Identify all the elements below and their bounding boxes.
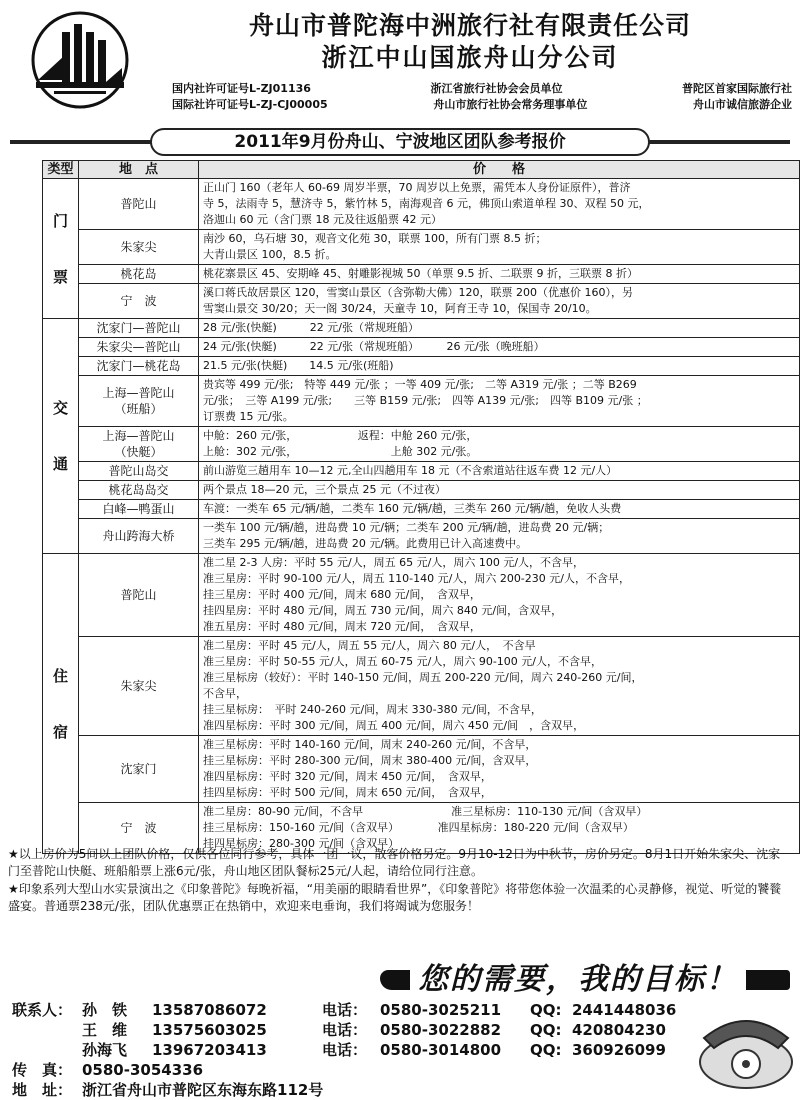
- table-row: [43, 284, 800, 319]
- price-cell: [199, 462, 800, 481]
- price-line: 上舱：302 元/张， 上舱 302 元/张。: [203, 445, 478, 458]
- location-cell: 宁 波: [79, 284, 199, 319]
- table-row: [43, 319, 800, 338]
- price-line: 准二星房：80-90 元/间，不含早 准三星标房：110-130 元/间（含双早）: [203, 805, 648, 818]
- table-row: [43, 357, 800, 376]
- location-cell: 沈家门—普陀山: [79, 319, 199, 338]
- contact-label: 联系人：: [12, 1001, 73, 1019]
- price-line: 贵宾等 499 元/张; 特等 449 元/张 ；一等 409 元/张; 二等 A319 元/张 ；二等 B269: [203, 378, 637, 391]
- table-row: [43, 230, 800, 265]
- price-table: [42, 160, 800, 854]
- price-cell: [199, 637, 800, 736]
- contact-row: [12, 1000, 702, 1020]
- price-line: 挂三星房：平时 400 元/间，周末 680 元/间， 含双早，: [203, 588, 481, 601]
- price-line: 三类车 295 元/辆/趟，进岛费 20 元/辆。此费用已计入高速费中。: [203, 537, 528, 550]
- location-cell: 沈家门: [79, 736, 199, 803]
- price-line: 挂三星标房：平时 280-300 元/间，周末 380-400 元/间，含双早，: [203, 754, 537, 767]
- price-cell: [199, 265, 800, 284]
- price-line: 准三星标房：平时 140-160 元/间，周末 240-260 元/间，不含早，: [203, 738, 537, 751]
- note-pricing: ★以上房价为5间以上团队价格，仅供各位同行参考，具体一团一议，散客价格另定。9月10-12日为中秋节，房价另定。8月1日开始朱家尖、沈家门至普陀山快艇、班船船票上涨6元/张，舟山地区团队餐标25元/人起，请给位同行注意。: [8, 847, 781, 878]
- price-line: 准二星房：平时 45 元/人，周五 55 元/人，周六 80 元/人， 不含早: [203, 639, 536, 652]
- contact-qq[interactable]: 360926099: [572, 1041, 666, 1059]
- price-line: 洛迦山 60 元（含门票 18 元及往返船票 42 元）: [203, 213, 442, 226]
- price-cell: [199, 519, 800, 554]
- category-char: 宿: [52, 722, 68, 741]
- note-show: ★印象系列大型山水实景演出之《印象普陀》每晚祈福，“用美丽的眼睛看世界”，《印象普陀》将带您体验一次温柔的心灵静修，视觉、听觉的饕餮盛宴。普通票238元/张，团队优惠票正在热销中，欢迎来电垂询，我们将竭诚为您服务！: [8, 882, 782, 913]
- price-line: 元/张； 三等 A199 元/张; 三等 B159 元/张; 四等 A139 元/张; 四等 B109 元/张 ；: [203, 394, 648, 407]
- category-char: 门: [52, 211, 68, 230]
- price-line: 溪口蒋氏故居景区 120，雪窦山景区（含弥勒大佛）120，联票 200（优惠价 160），另: [203, 286, 633, 299]
- table-row: [43, 519, 800, 554]
- category-char: 通: [52, 455, 68, 473]
- price-line: 准二星 2-3 人房：平时 55 元/人，周五 65 元/人，周六 100 元/人，不含早，: [203, 556, 585, 569]
- category-char: 交: [52, 399, 68, 417]
- price-line: 两个景点 18—20 元，三个景点 25 元（不过夜）: [203, 483, 446, 496]
- price-line: 订票费 15 元/张。: [203, 410, 294, 423]
- location-cell: 桃花岛岛交: [79, 481, 199, 500]
- license-row-1: [172, 80, 792, 96]
- table-row: [43, 637, 800, 736]
- price-line: 准五星房：平时 480 元/间，周末 720 元/间， 含双早，: [203, 620, 481, 633]
- location-cell: 上海—普陀山 （班船）: [79, 376, 199, 427]
- contact-mobile[interactable]: 13575603025: [152, 1021, 267, 1039]
- letterhead: [0, 0, 800, 122]
- association-director: 舟山市旅行社协会常务理事单位: [433, 98, 588, 111]
- price-line: 前山游览三趟用车 10—12 元,全山四趟用车 18 元（不含索道站往返车费 12 元/人）: [203, 464, 618, 477]
- location-cell: 沈家门—桃花岛: [79, 357, 199, 376]
- price-line: 准四星标房：平时 300 元/间，周五 400 元/间，周六 450 元/间 ，含双早，: [203, 719, 585, 732]
- address-label: 地 址：: [12, 1081, 73, 1099]
- table-row: [43, 427, 800, 462]
- price-cell: [199, 338, 800, 357]
- tel-label: 电话：: [322, 1041, 368, 1059]
- association-member: 浙江省旅行社协会会员单位: [430, 82, 563, 95]
- contact-qq[interactable]: 2441448036: [572, 1001, 677, 1019]
- category-tickets: [43, 179, 79, 319]
- table-row: [43, 338, 800, 357]
- fax-label: 传 真：: [12, 1061, 73, 1079]
- price-cell: [199, 357, 800, 376]
- table-body: [43, 179, 800, 854]
- company-name-primary: 舟山市普陀海中洲旅行社有限责任公司: [248, 11, 691, 40]
- company-logo-icon: [24, 10, 136, 110]
- slogan-banner: [0, 950, 800, 998]
- table-row: [43, 376, 800, 427]
- location-cell: 宁 波: [79, 803, 199, 854]
- price-line: 南沙 60，乌石塘 30，观音文化苑 30，联票 100，所有门票 8.5 折；: [203, 232, 547, 245]
- contact-tel[interactable]: 0580-3025211: [380, 1001, 502, 1019]
- fax-number[interactable]: 0580-3054336: [82, 1061, 204, 1079]
- price-line: 不含早，: [203, 687, 247, 700]
- price-line: 准三星房：平时 50-55 元/人，周五 60-75 元/人，周六 90-100 元/人，不含早，: [203, 655, 602, 668]
- location-cell: 朱家尖: [79, 230, 199, 265]
- fax-row: [12, 1060, 702, 1080]
- price-cell: [199, 554, 800, 637]
- price-line: 一类车 100 元/辆/趟，进岛费 10 元/辆；二类车 200 元/辆/趟，进岛费 20 元/辆；: [203, 521, 610, 534]
- table-row: [43, 265, 800, 284]
- table-row: [43, 736, 800, 803]
- contact-qq[interactable]: 420804230: [572, 1021, 666, 1039]
- contact-row: [12, 1020, 702, 1040]
- price-line: 雪窦山景交 30/20；天一阁 30/24，天童寺 10，阿育王寺 10，保国寺 20/10。: [203, 302, 597, 315]
- location-cell: 朱家尖—普陀山: [79, 338, 199, 357]
- category-char: 住: [52, 666, 68, 685]
- price-line: 21.5 元/张(快艇) 14.5 元/张(班船): [203, 359, 394, 372]
- price-line: 24 元/张(快艇) 22 元/张（常规班船） 26 元/张（晚班船）: [203, 340, 545, 353]
- table-row: [43, 500, 800, 519]
- price-line: 准四星标房：平时 320 元/间，周末 450 元/间， 含双早，: [203, 770, 492, 783]
- contact-tel[interactable]: 0580-3022882: [380, 1021, 502, 1039]
- contact-name: 王 维: [82, 1021, 128, 1039]
- price-banner: [0, 128, 800, 156]
- location-cell: 普陀山: [79, 554, 199, 637]
- table-row: [43, 179, 800, 230]
- tel-label: 电话：: [322, 1001, 368, 1019]
- price-cell: [199, 319, 800, 338]
- contact-tel[interactable]: 0580-3014800: [380, 1041, 502, 1059]
- price-line: 准三星房：平时 90-100 元/人，周五 110-140 元/人，周六 200-230 元/人，不含早，: [203, 572, 630, 585]
- price-line: 正山门 160（老年人 60-69 周岁半票，70 周岁以上免票，需凭本人身份证原件），普济: [203, 181, 631, 194]
- price-cell: [199, 481, 800, 500]
- tel-label: 电话：: [322, 1021, 368, 1039]
- price-line: 挂三星标房： 平时 240-260 元/间，周末 330-380 元/间，不含早，: [203, 703, 542, 716]
- domestic-license: 国内社许可证号L-ZJ01136: [172, 82, 311, 95]
- table-row: [43, 462, 800, 481]
- price-line: 中舱：260 元/张， 返程：中舱 260 元/张，: [203, 429, 478, 442]
- header-location: 地 点: [79, 161, 199, 179]
- company-name-secondary: 浙江中山国旅舟山分公司: [321, 43, 619, 72]
- price-line: 寺 5，法雨寺 5，慧济寺 5，紫竹林 5，南海观音 6 元，佛顶山索道单程 30、双程 50 元，: [203, 197, 650, 210]
- location-cell: 白峰—鸭蛋山: [79, 500, 199, 519]
- license-row-2: [172, 96, 792, 112]
- contact-name: 孙海飞: [82, 1041, 128, 1059]
- address-row: [12, 1080, 702, 1100]
- price-line: 挂四星标房：平时 500 元/间，周末 650 元/间， 含双早，: [203, 786, 492, 799]
- location-cell: 舟山跨海大桥: [79, 519, 199, 554]
- header-price: 价 格: [199, 161, 800, 179]
- location-cell: 普陀山岛交: [79, 462, 199, 481]
- price-cell: [199, 736, 800, 803]
- price-cell: [199, 427, 800, 462]
- location-cell: 上海—普陀山 （快艇）: [79, 427, 199, 462]
- price-list-title: 2011年9月份舟山、宁波地区团队参考报价: [150, 128, 650, 156]
- price-line: 28 元/张(快艇) 22 元/张（常规班船）: [203, 321, 419, 334]
- price-cell: [199, 284, 800, 319]
- price-line: 挂三星标房：150-160 元/间（含双早） 准四星标房：180-220 元/间（含双早）: [203, 821, 634, 834]
- header-type: 类型: [43, 161, 79, 179]
- price-cell: [199, 230, 800, 265]
- location-cell: 桃花岛: [79, 265, 199, 284]
- price-line: 大青山景区 100，8.5 折。: [203, 248, 337, 261]
- international-license: 国际社许可证号L-ZJ-CJ00005: [172, 98, 328, 111]
- price-line: 车渡：一类车 65 元/辆/趟，二类车 160 元/辆/趟，三类车 260 元/辆/趟，免收人头费: [203, 502, 622, 515]
- price-line: 准三星标房（较好）：平时 140-150 元/间，周五 200-220 元/间，周六 240-260 元/间，: [203, 671, 643, 684]
- location-cell: 朱家尖: [79, 637, 199, 736]
- location-cell: 普陀山: [79, 179, 199, 230]
- table-row: [43, 481, 800, 500]
- telephone-icon: [690, 1000, 796, 1096]
- price-line: 挂四星房：平时 480 元/间，周五 730 元/间，周六 840 元/间，含双早，: [203, 604, 563, 617]
- integrity-enterprise: 舟山市诚信旅游企业: [693, 98, 792, 111]
- price-cell: [199, 376, 800, 427]
- price-line: 挂四星标房：280-300 元/间（含双早）: [203, 837, 400, 850]
- address-text: 浙江省舟山市普陀区东海东路112号: [82, 1081, 324, 1099]
- price-cell: [199, 179, 800, 230]
- category-lodging: [43, 554, 79, 854]
- price-cell: [199, 500, 800, 519]
- notes-section: [8, 846, 792, 916]
- contact-name: 孙 铁: [82, 1001, 128, 1019]
- first-international-agency: 普陀区首家国际旅行社: [681, 82, 792, 95]
- qq-label: QQ:: [530, 1001, 562, 1019]
- table-row: [43, 554, 800, 637]
- qq-label: QQ:: [530, 1021, 562, 1039]
- contact-block: [12, 1000, 702, 1100]
- table-header-row: [43, 161, 800, 179]
- category-char: 票: [52, 267, 68, 286]
- company-names: [150, 10, 790, 74]
- price-line: 桃花寨景区 45、安期峰 45、射雕影视城 50（单票 9.5 折、二联票 9 折，三联票 8 折）: [203, 267, 638, 280]
- slogan-text: 您的需要，我的目标！: [410, 954, 746, 998]
- contact-mobile[interactable]: 13587086072: [152, 1001, 267, 1019]
- category-transport: [43, 319, 79, 554]
- contact-row: [12, 1040, 702, 1060]
- contact-mobile[interactable]: 13967203413: [152, 1041, 267, 1059]
- qq-label: QQ:: [530, 1041, 562, 1059]
